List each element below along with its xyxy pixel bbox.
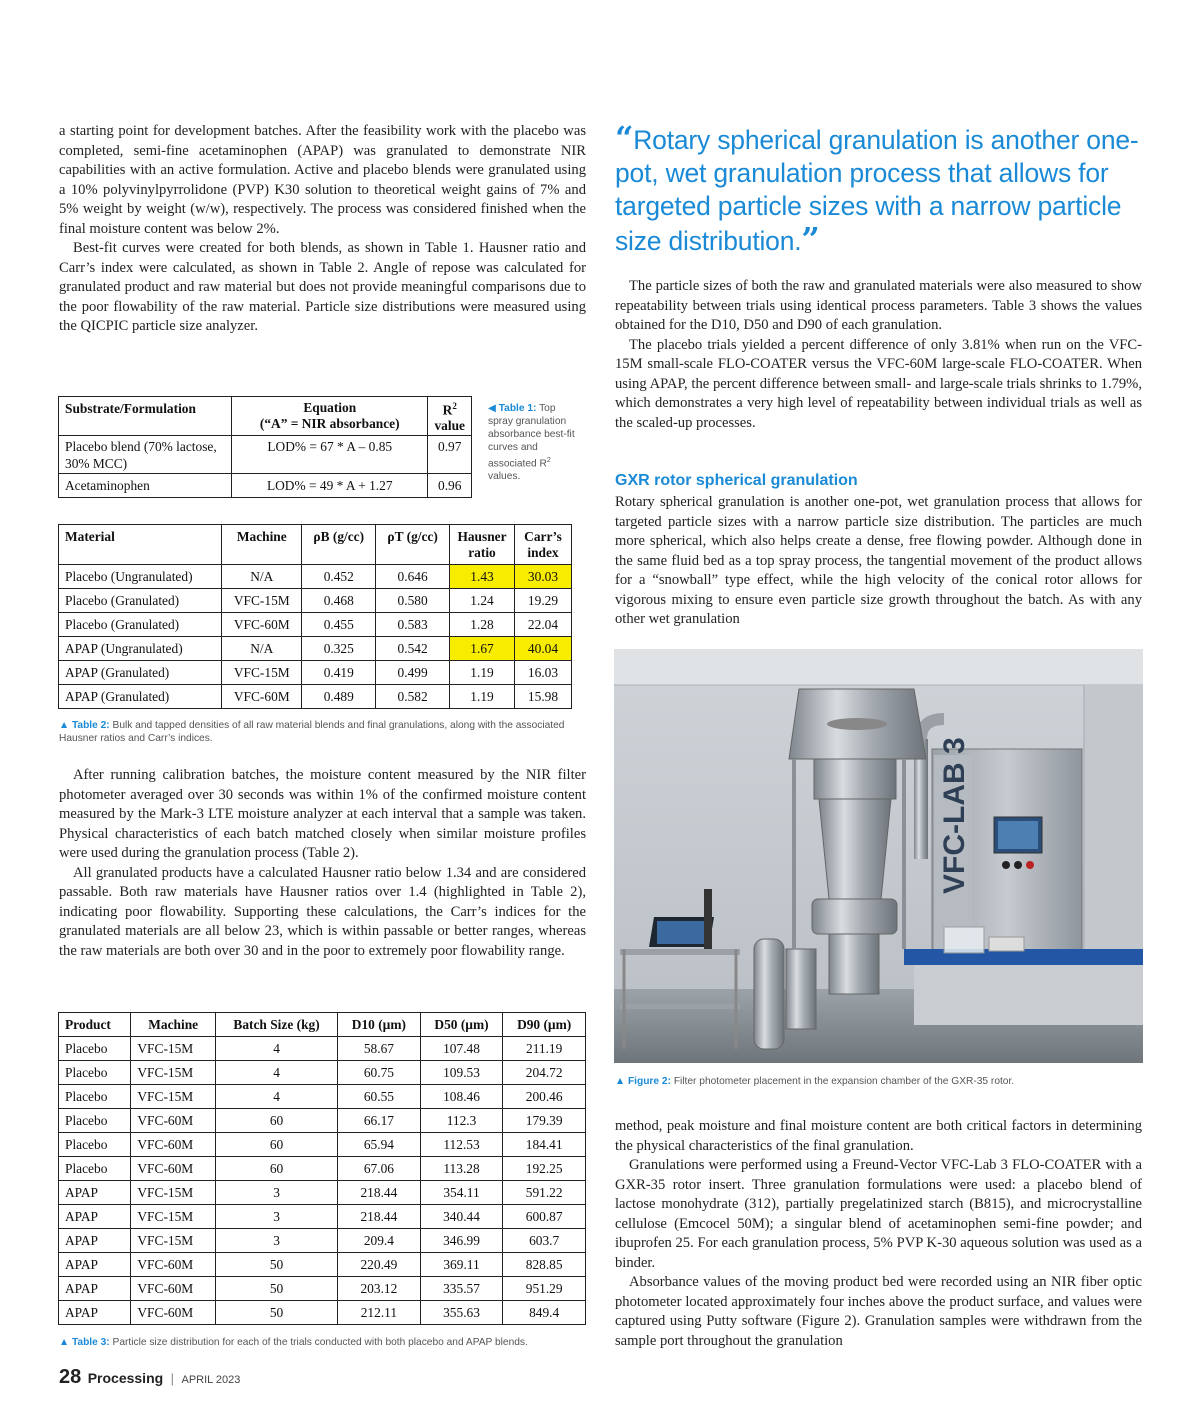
table-cell: 369.11 bbox=[420, 1253, 503, 1277]
issue-date: APRIL 2023 bbox=[181, 1374, 241, 1386]
machine-label: VFC-LAB 3 bbox=[938, 737, 971, 894]
table-cell: 591.22 bbox=[503, 1181, 586, 1205]
triangle-up-icon: ▲ bbox=[59, 720, 70, 731]
table-header: D90 (µm) bbox=[503, 1013, 586, 1037]
table-cell: 60.75 bbox=[338, 1061, 421, 1085]
table-cell: 107.48 bbox=[420, 1037, 503, 1061]
table-cell: 3 bbox=[216, 1205, 338, 1229]
table-cell: 828.85 bbox=[503, 1253, 586, 1277]
table-cell: 1.67 bbox=[450, 637, 515, 661]
table-cell: 184.41 bbox=[503, 1133, 586, 1157]
table-cell: VFC-15M bbox=[131, 1229, 216, 1253]
table-cell: VFC-60M bbox=[131, 1133, 216, 1157]
table-cell: LOD% = 49 * A + 1.27 bbox=[232, 474, 428, 498]
table-cell: 4 bbox=[216, 1061, 338, 1085]
table-header: Carr’s index bbox=[515, 525, 572, 565]
table-cell: 603.7 bbox=[503, 1229, 586, 1253]
table-1 bbox=[58, 396, 472, 498]
table-row bbox=[59, 1301, 586, 1325]
table-cell: 40.04 bbox=[515, 637, 572, 661]
table-row bbox=[59, 1277, 586, 1301]
table-cell: VFC-60M bbox=[222, 613, 302, 637]
table-cell: 50 bbox=[216, 1301, 338, 1325]
table-cell: 60 bbox=[216, 1109, 338, 1133]
page-number: 28 bbox=[59, 1366, 82, 1388]
table-header: ρB (g/cc) bbox=[302, 525, 376, 565]
table-row bbox=[59, 661, 572, 685]
table-cell: APAP (Granulated) bbox=[59, 685, 222, 709]
table-3-caption bbox=[59, 1336, 586, 1349]
table-cell: 112.3 bbox=[420, 1109, 503, 1133]
triangle-up-icon: ▲ bbox=[59, 1337, 70, 1348]
close-quote-mark: ” bbox=[801, 220, 820, 258]
table-cell: Placebo bbox=[59, 1133, 131, 1157]
table-cell: 179.39 bbox=[503, 1109, 586, 1133]
table-cell: 192.25 bbox=[503, 1157, 586, 1181]
table-cell: 66.17 bbox=[338, 1109, 421, 1133]
col2-text-top bbox=[615, 277, 1142, 433]
page-footer bbox=[59, 1366, 240, 1389]
col1-text-top bbox=[59, 122, 586, 337]
table-cell: VFC-60M bbox=[131, 1109, 216, 1133]
table-cell: 335.57 bbox=[420, 1277, 503, 1301]
table-cell: 355.63 bbox=[420, 1301, 503, 1325]
header-line: value bbox=[434, 418, 465, 434]
caption-text: Bulk and tapped densities of all raw material blends and final granulations, along with the associated Hausner ratios and Carr’s indices. bbox=[59, 720, 565, 744]
caption-label: Table 2: bbox=[71, 720, 110, 731]
paragraph: Rotary spherical granulation is another one-pot, wet granulation process that allows for targeted particle sizes with a narrow particle size distribution. The particles are much more spherical, which also helps create a dense, free flowing powder. Although done in the same fluid bed as a top spray process, the tangential movement of the product allows for a “snowball” type effect, while the high velocity of the conical rotor allows for vigorous mixing to ensure even particle size growth throughout the batch. As with any other wet granulation bbox=[615, 494, 1142, 627]
table-cell: 600.87 bbox=[503, 1205, 586, 1229]
table-cell: VFC-60M bbox=[131, 1157, 216, 1181]
paragraph: The placebo trials yielded a percent difference of only 3.81% when run on the VFC-15M small-scale FLO-COATER versus the VFC-60M large-scale FLO-COATER. When using APAP, the percent difference between small- and large-scale trials shrinks to 1.79%, which demonstrates a very high level of repeatability between individual trials as well as the scaled-up processes. bbox=[615, 336, 1142, 431]
table-row bbox=[59, 685, 572, 709]
table-row bbox=[59, 1061, 586, 1085]
caption-text: Filter photometer placement in the expansion chamber of the GXR-35 rotor. bbox=[673, 1076, 1015, 1087]
section-subhead: GXR rotor spherical granulation bbox=[615, 472, 858, 489]
footer-separator: | bbox=[170, 1371, 175, 1386]
table-row bbox=[59, 613, 572, 637]
table-cell: APAP bbox=[59, 1277, 131, 1301]
table-cell: 0.97 bbox=[428, 436, 472, 474]
pull-quote bbox=[615, 119, 1145, 258]
table-cell: VFC-15M bbox=[131, 1061, 216, 1085]
header-line: (“A” = NIR absorbance) bbox=[259, 416, 400, 431]
table-cell: 109.53 bbox=[420, 1061, 503, 1085]
table-cell: 203.12 bbox=[338, 1277, 421, 1301]
figure-2-photo bbox=[614, 649, 1143, 1063]
table-cell: 218.44 bbox=[338, 1181, 421, 1205]
table-cell: 113.28 bbox=[420, 1157, 503, 1181]
table-2 bbox=[58, 524, 572, 709]
table-row bbox=[59, 474, 472, 498]
table-row bbox=[59, 1229, 586, 1253]
table-header bbox=[232, 397, 428, 436]
table-cell: 346.99 bbox=[420, 1229, 503, 1253]
table-cell: 67.06 bbox=[338, 1157, 421, 1181]
table-row bbox=[59, 1085, 586, 1109]
table-cell: 1.19 bbox=[450, 685, 515, 709]
table-header: D50 (µm) bbox=[420, 1013, 503, 1037]
triangle-up-icon: ▲ bbox=[615, 1076, 626, 1087]
table-cell: 0.455 bbox=[302, 613, 376, 637]
superscript: 2 bbox=[452, 400, 457, 411]
table-cell: Placebo bbox=[59, 1085, 131, 1109]
table-cell: 4 bbox=[216, 1085, 338, 1109]
table-cell: 1.24 bbox=[450, 589, 515, 613]
table-row bbox=[59, 436, 472, 474]
table-cell: 112.53 bbox=[420, 1133, 503, 1157]
table-row bbox=[59, 1181, 586, 1205]
table-cell: VFC-15M bbox=[131, 1205, 216, 1229]
paragraph: After running calibration batches, the moisture content measured by the NIR filter photometer averaged over 30 seconds was within 1% of the confirmed moisture content measured by the Mark-3 LTE moisture analyzer at each interval that a sample was taken. Physical characteristics of each batch matched closely when similar moisture profiles were used during the granulation process (Table 2). bbox=[59, 767, 586, 861]
table-cell: 3 bbox=[216, 1229, 338, 1253]
caption-label: Table 3: bbox=[71, 1337, 110, 1348]
pull-quote-text: Rotary spherical granulation is another one-pot, wet granulation process that allows for targeted particle sizes with a narrow particle size distribution. bbox=[615, 125, 1139, 256]
table-cell: 0.646 bbox=[376, 565, 450, 589]
table-cell: VFC-60M bbox=[131, 1301, 216, 1325]
table-cell: 209.4 bbox=[338, 1229, 421, 1253]
paragraph: The particle sizes of both the raw and granulated materials were also measured to show repeatability between trials using identical process parameters. Table 3 shows the values obtained for the D10, D50 and D90 of each granulation. bbox=[615, 278, 1142, 333]
lab-equipment-illustration bbox=[614, 649, 1143, 1063]
table-header: Product bbox=[59, 1013, 131, 1037]
table-cell: 65.94 bbox=[338, 1133, 421, 1157]
table-cell: 58.67 bbox=[338, 1037, 421, 1061]
table-header bbox=[428, 397, 472, 436]
table-cell: Placebo bbox=[59, 1157, 131, 1181]
paragraph: a starting point for development batches. After the feasibility work with the placebo was completed, semi-fine acetaminophen (APAP) was granulated to demonstrate NIR capabilities with an active formulation. Active and placebo blends were granulated using a 10% polyvinylpyrrolidone (PVP) K30 solution to theoretical weight gains of 7% and 5% weight by weight (w/w), respectively. The process was considered finished when the final moisture content was below 2%. bbox=[59, 123, 586, 237]
header-line: R bbox=[442, 402, 453, 418]
paragraph: Best-fit curves were created for both blends, as shown in Table 1. Hausner ratio and Carr’s index were calculated, as shown in Table 2. Angle of repose was calculated for granulated product and raw material but does not provide meaningful comparisons due to the poor flowability of the raw material. Particle size distributions were measured using the QICPIC particle size analyzer. bbox=[59, 240, 586, 334]
superscript: 2 bbox=[546, 457, 551, 464]
table-row bbox=[59, 1205, 586, 1229]
paragraph: All granulated products have a calculated Hausner ratio below 1.34 and are considered passable. Both raw materials have Hausner ratios over 1.4 (highlighted in Table 2), indicating poor flowability. Supporting these calculations, the Carr’s indices for the granulated materials are all below 23, which is within passable or better ranges, whereas the raw materials are both over 30 and in the poor to extremely poor flowability range. bbox=[59, 864, 586, 959]
table-header: ρT (g/cc) bbox=[376, 525, 450, 565]
table-2-caption bbox=[59, 719, 579, 745]
table-header: Machine bbox=[131, 1013, 216, 1037]
table-cell: 15.98 bbox=[515, 685, 572, 709]
table-cell: 0.325 bbox=[302, 637, 376, 661]
table-cell: VFC-15M bbox=[131, 1181, 216, 1205]
table-cell: N/A bbox=[222, 637, 302, 661]
table-cell: APAP bbox=[59, 1301, 131, 1325]
table-cell: 0.583 bbox=[376, 613, 450, 637]
caption-text: Top spray granulation absorbance best-fit curves and associated R bbox=[488, 403, 575, 470]
table-row bbox=[59, 1157, 586, 1181]
table-row bbox=[59, 565, 572, 589]
table-row bbox=[59, 589, 572, 613]
table-cell: Placebo blend (70% lactose, 30% MCC) bbox=[59, 436, 232, 474]
table-row bbox=[59, 1109, 586, 1133]
table-cell: 1.19 bbox=[450, 661, 515, 685]
caption-text: Particle size distribution for each of the trials conducted with both placebo and APAP blends. bbox=[112, 1337, 528, 1348]
table-cell: VFC-15M bbox=[131, 1085, 216, 1109]
table-cell: APAP bbox=[59, 1229, 131, 1253]
table-cell: 1.43 bbox=[450, 565, 515, 589]
table-header: Hausner ratio bbox=[450, 525, 515, 565]
publication-name: Processing bbox=[87, 1370, 164, 1386]
table-row bbox=[59, 1037, 586, 1061]
table-row bbox=[59, 1253, 586, 1277]
table-3 bbox=[58, 1012, 586, 1325]
table-cell: 0.499 bbox=[376, 661, 450, 685]
table-cell: 0.452 bbox=[302, 565, 376, 589]
header-line: Equation bbox=[303, 400, 357, 415]
table-cell: 1.28 bbox=[450, 613, 515, 637]
table-cell: 0.489 bbox=[302, 685, 376, 709]
figure-2-caption bbox=[615, 1075, 1142, 1088]
table-cell: VFC-60M bbox=[131, 1277, 216, 1301]
paragraph: method, peak moisture and final moisture content are both critical factors in determining the physical characteristics of the final granulation. bbox=[615, 1118, 1142, 1154]
table-cell: 0.582 bbox=[376, 685, 450, 709]
table-header: Batch Size (kg) bbox=[216, 1013, 338, 1037]
table-cell: APAP bbox=[59, 1205, 131, 1229]
table-cell: APAP (Granulated) bbox=[59, 661, 222, 685]
table-cell: 22.04 bbox=[515, 613, 572, 637]
table-1-caption bbox=[488, 402, 580, 483]
table-cell: Placebo (Granulated) bbox=[59, 589, 222, 613]
paragraph: Granulations were performed using a Freund-Vector VFC-Lab 3 FLO-COATER with a GXR-35 rotor insert. Three granulation formulations were used: a placebo blend of lactose monohydrate (312), partially pregelatinized starch (B815), and microcrystalline cellulose (Emcocel 50M); a singular blend of acetaminophen semi-fine powder; and ibuprofen 25. For each granulation process, 5% PVP K-30 aqueous solution was used as a binder. bbox=[615, 1157, 1142, 1271]
table-cell: 50 bbox=[216, 1253, 338, 1277]
table-cell: 354.11 bbox=[420, 1181, 503, 1205]
table-cell: N/A bbox=[222, 565, 302, 589]
table-cell: Placebo bbox=[59, 1109, 131, 1133]
table-cell: Placebo bbox=[59, 1037, 131, 1061]
paragraph: Absorbance values of the moving product bed were recorded using an NIR fiber optic photometer located approximately four inches above the product surface, and values were captured using Putty software (Figure 2). Granulation samples were withdrawn from the sample port throughout the granulation bbox=[615, 1274, 1142, 1349]
table-cell: 108.46 bbox=[420, 1085, 503, 1109]
table-cell: 0.96 bbox=[428, 474, 472, 498]
table-cell: 16.03 bbox=[515, 661, 572, 685]
open-quote-mark: “ bbox=[615, 119, 634, 157]
table-cell: 0.580 bbox=[376, 589, 450, 613]
caption-text: values. bbox=[488, 471, 521, 483]
table-cell: 30.03 bbox=[515, 565, 572, 589]
table-cell: 211.19 bbox=[503, 1037, 586, 1061]
table-cell: 220.49 bbox=[338, 1253, 421, 1277]
table-cell: 50 bbox=[216, 1277, 338, 1301]
table-cell: 951.29 bbox=[503, 1277, 586, 1301]
caption-label: Table 1: bbox=[498, 403, 537, 414]
col2-text-bottom bbox=[615, 1117, 1142, 1351]
table-cell: APAP bbox=[59, 1253, 131, 1277]
table-row bbox=[59, 1133, 586, 1157]
col2-text-sub bbox=[615, 493, 1142, 630]
table-cell: 849.4 bbox=[503, 1301, 586, 1325]
table-cell: 60 bbox=[216, 1133, 338, 1157]
caption-label: Figure 2: bbox=[627, 1076, 671, 1087]
table-cell: VFC-15M bbox=[131, 1037, 216, 1061]
col1-text-mid bbox=[59, 766, 586, 961]
table-cell: 0.419 bbox=[302, 661, 376, 685]
table-cell: APAP (Ungranulated) bbox=[59, 637, 222, 661]
table-cell: Placebo bbox=[59, 1061, 131, 1085]
table-cell: Placebo (Ungranulated) bbox=[59, 565, 222, 589]
table-cell: 60.55 bbox=[338, 1085, 421, 1109]
table-cell: 200.46 bbox=[503, 1085, 586, 1109]
table-cell: 0.468 bbox=[302, 589, 376, 613]
table-cell: 204.72 bbox=[503, 1061, 586, 1085]
table-header: Material bbox=[59, 525, 222, 565]
table-cell: 218.44 bbox=[338, 1205, 421, 1229]
table-cell: 3 bbox=[216, 1181, 338, 1205]
table-cell: APAP bbox=[59, 1181, 131, 1205]
table-cell: VFC-15M bbox=[222, 661, 302, 685]
table-cell: 4 bbox=[216, 1037, 338, 1061]
table-cell: 60 bbox=[216, 1157, 338, 1181]
table-header: Substrate/Formulation bbox=[59, 397, 232, 436]
table-cell: Acetaminophen bbox=[59, 474, 232, 498]
table-cell: LOD% = 67 * A – 0.85 bbox=[232, 436, 428, 474]
table-header: Machine bbox=[222, 525, 302, 565]
table-header: D10 (µm) bbox=[338, 1013, 421, 1037]
table-cell: 19.29 bbox=[515, 589, 572, 613]
triangle-left-icon: ◀ bbox=[488, 403, 496, 414]
table-cell: 340.44 bbox=[420, 1205, 503, 1229]
table-cell: 212.11 bbox=[338, 1301, 421, 1325]
table-cell: VFC-15M bbox=[222, 589, 302, 613]
table-row bbox=[59, 637, 572, 661]
table-cell: Placebo (Granulated) bbox=[59, 613, 222, 637]
table-cell: 0.542 bbox=[376, 637, 450, 661]
table-cell: VFC-60M bbox=[131, 1253, 216, 1277]
table-cell: VFC-60M bbox=[222, 685, 302, 709]
